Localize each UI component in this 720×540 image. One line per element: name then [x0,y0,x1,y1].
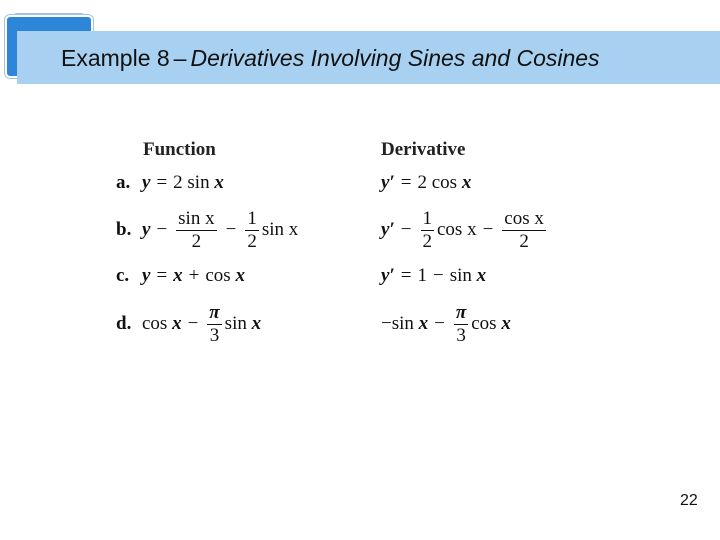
variable: x [251,313,262,334]
fraction-numerator: sin x [178,207,215,229]
function-row-c [116,254,245,298]
derivative-row-c [381,254,486,298]
fraction-numerator: 1 [422,207,432,229]
fraction-denominator: 3 [456,324,466,346]
row-label: a. [116,172,131,193]
column-header-function: Function [143,139,216,160]
variable: x [476,265,487,286]
variable: x [172,313,182,334]
row-label: b. [116,219,132,240]
operator: − [381,313,392,334]
fraction-numerator: π [455,301,467,323]
fraction-denominator: 2 [191,230,202,252]
derivative-row-d [381,300,511,348]
operator: = [156,172,168,193]
fraction-numerator: 1 [247,207,257,229]
title-dash: – [173,45,187,71]
fraction-denominator: 2 [422,230,432,252]
function-name: sin [449,265,472,286]
coefficient: 2 [173,172,183,193]
page-number: 22 [680,492,698,509]
operator: − [482,219,494,240]
derivative-row-b [381,206,549,254]
derivative-lhs: y′ [381,219,395,240]
function-name: cos [142,313,168,334]
fraction [245,209,259,252]
fraction-denominator: 2 [519,230,529,252]
derivative-lhs: y′ [381,265,395,286]
function-row-d [116,300,261,348]
coefficient: 1 [417,265,427,286]
variable: x [461,172,472,193]
function-row-b [116,206,298,254]
function-name: cos [205,265,231,286]
operator: − [225,219,237,240]
operator: = [400,172,412,193]
title-rest: Derivatives Involving Sines and Cosines [190,45,600,71]
coefficient: 2 [417,172,427,193]
term: cos x [437,219,477,240]
slide-title [61,45,600,72]
title-prefix: Example 8 [61,45,170,71]
variable: x [418,313,429,334]
fraction [207,303,221,346]
fraction-denominator: 3 [209,324,220,346]
fraction-numerator: cos x [504,207,544,229]
function-name: sin [224,313,247,334]
operator: − [187,313,199,334]
fraction [454,303,468,346]
fraction-numerator: π [209,301,220,323]
function-name: sin [187,172,210,193]
row-label: d. [116,313,132,334]
operator: − [400,219,412,240]
derivative-row-a [381,161,471,205]
operator: − [156,219,168,240]
variable: x [501,313,511,334]
function-row-a [116,161,224,205]
operator: − [433,265,444,286]
variable: x [214,172,224,193]
column-header-derivative: Derivative [381,139,466,160]
fraction-denominator: 2 [247,230,257,252]
variable: x [173,265,183,286]
function-lhs: y [142,219,151,240]
operator: + [188,265,200,286]
row-label: c. [116,265,130,286]
variable: x [235,265,245,286]
fraction [502,209,546,252]
operator: = [156,265,168,286]
fraction [176,209,216,252]
function-name: sin [391,313,414,334]
function-name: cos [471,313,497,334]
function-lhs: y [142,172,151,193]
derivative-lhs: y′ [381,172,395,193]
operator: − [434,313,445,334]
operator: = [400,265,412,286]
function-name: cos [431,172,458,193]
fraction [421,209,435,252]
term: sin x [261,219,299,240]
function-lhs: y [142,265,151,286]
